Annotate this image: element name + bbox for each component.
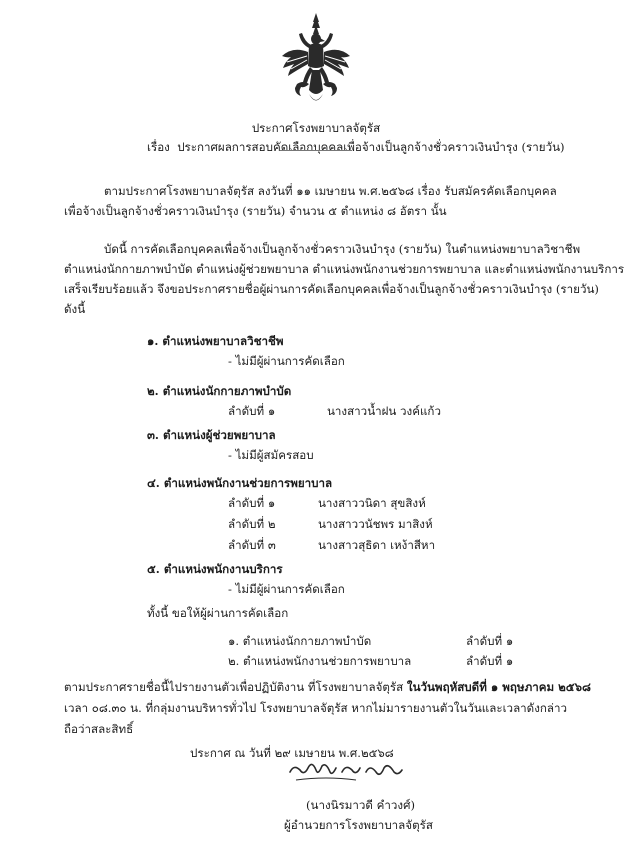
body-line-1: บัดนี้ การคัดเลือกบุคคลเพื่อจ้างเป็นลูกจ้างชั่วคราวเงินบำรุง (รายวัน) ในตำแหน่งพยาบาลวิชาชีพ xyxy=(104,242,581,256)
closing-line-3: ถือว่าสละสิทธิ์ xyxy=(64,722,134,736)
title-divider xyxy=(280,150,352,151)
closing-line-1 xyxy=(64,677,591,697)
position-result: - ไม่มีผู้ผ่านการคัดเลือก xyxy=(228,582,345,596)
body-line-4: ดังนี้ xyxy=(64,302,86,316)
signer-position: ผู้อำนวยการโรงพยาบาลจัตุรัส xyxy=(284,818,433,832)
subject-label: เรื่อง xyxy=(147,140,170,154)
body-line-3: เสร็จเรียบร้อยแล้ว จึงขอประกาศรายชื่อผู้ผ่านการคัดเลือกบุคคลเพื่อจ้างเป็นลูกจ้างชั่วคราวเงินบำรุง (รายวัน) xyxy=(64,282,599,296)
garuda-emblem-icon xyxy=(279,12,353,108)
position-heading: ๑. ตำแหน่งพยาบาลวิชาชีพ xyxy=(147,334,284,348)
closing-line-1-text: ตามประกาศรายชื่อนี้ไปรายงานตัวเพื่อปฏิบัติงาน ที่โรงพยาบาลจัตุรัส xyxy=(64,680,404,694)
position-result: - ไม่มีผู้ผ่านการคัดเลือก xyxy=(228,354,345,368)
subject-text: ประกาศผลการสอบคัดเลือกบุคคลเพื่อจ้างเป็นลูกจ้างชั่วคราวเงินบำรุง (รายวัน) xyxy=(177,140,565,154)
subject-line xyxy=(147,137,565,157)
body-line-2: ตำแหน่งนักกายภาพบำบัด ตำแหน่งผู้ช่วยพยาบาล ตำแหน่งพนักงานช่วยการพยาบาล และตำแหน่งพนักงานบริการ xyxy=(64,262,625,276)
position-heading: ๕. ตำแหน่งพนักงานบริการ xyxy=(147,562,283,576)
signature-scribble xyxy=(286,742,406,786)
result-rank: ลำดับที่ ๑ xyxy=(228,496,276,510)
result-name: นางสาววนิดา สุขสิงห์ xyxy=(318,496,426,510)
result-rank: ลำดับที่ ๓ xyxy=(228,538,276,552)
position-heading: ๓. ตำแหน่งผู้ช่วยพยาบาล xyxy=(147,428,276,442)
date-line: ประกาศ ณ วันที่ ๒๙ เมษายน พ.ศ.๒๕๖๘ xyxy=(190,746,394,760)
intro-line-1: ตามประกาศโรงพยาบาลจัตุรัส ลงวันที่ ๑๑ เมษายน พ.ศ.๒๕๖๘ เรื่อง รับสมัครคัดเลือกบุคคล xyxy=(104,184,557,198)
closing-line-2: เวลา ๐๘.๓๐ น. ที่กลุ่มงานบริหารทั่วไป โรงพยาบาลจัตุรัส หากไม่มารายงานตัวในวันและเวลาดังกล่าว xyxy=(64,701,568,715)
announcement-title: ประกาศโรงพยาบาลจัตุรัส xyxy=(251,121,381,135)
report-item-label: ๒. ตำแหน่งพนักงานช่วยการพยาบาล xyxy=(228,654,412,668)
report-item-rank: ลำดับที่ ๑ xyxy=(466,654,514,668)
result-name: นางสาววนัชพร มาสิงห์ xyxy=(318,517,433,531)
result-rank: ลำดับที่ ๑ xyxy=(228,404,276,418)
position-result: - ไม่มีผู้สมัครสอบ xyxy=(228,448,314,462)
result-name: นางสาวน้ำฝน วงค์แก้ว xyxy=(327,404,441,418)
report-item-rank: ลำดับที่ ๑ xyxy=(466,634,514,648)
report-item-label: ๑. ตำแหน่งนักกายภาพบำบัด xyxy=(228,634,372,648)
signer-name: (นางนิรมาวดี คำวงศ์) xyxy=(306,798,415,812)
intro-line-2: เพื่อจ้างเป็นลูกจ้างชั่วคราวเงินบำรุง (รายวัน) จำนวน ๕ ตำแหน่ง ๘ อัตรา นั้น xyxy=(64,204,447,218)
result-name: นางสาวสุธิดา เหง้าสีหา xyxy=(318,538,436,552)
report-date: ในวันพฤหัสบดีที่ ๑ พฤษภาคม ๒๕๖๘ xyxy=(406,680,591,694)
result-rank: ลำดับที่ ๒ xyxy=(228,517,276,531)
position-heading: ๒. ตำแหน่งนักกายภาพบำบัด xyxy=(147,384,292,398)
position-heading: ๔. ตำแหน่งพนักงานช่วยการพยาบาล xyxy=(147,476,333,490)
report-intro: ทั้งนี้ ขอให้ผู้ผ่านการคัดเลือก xyxy=(147,606,289,620)
